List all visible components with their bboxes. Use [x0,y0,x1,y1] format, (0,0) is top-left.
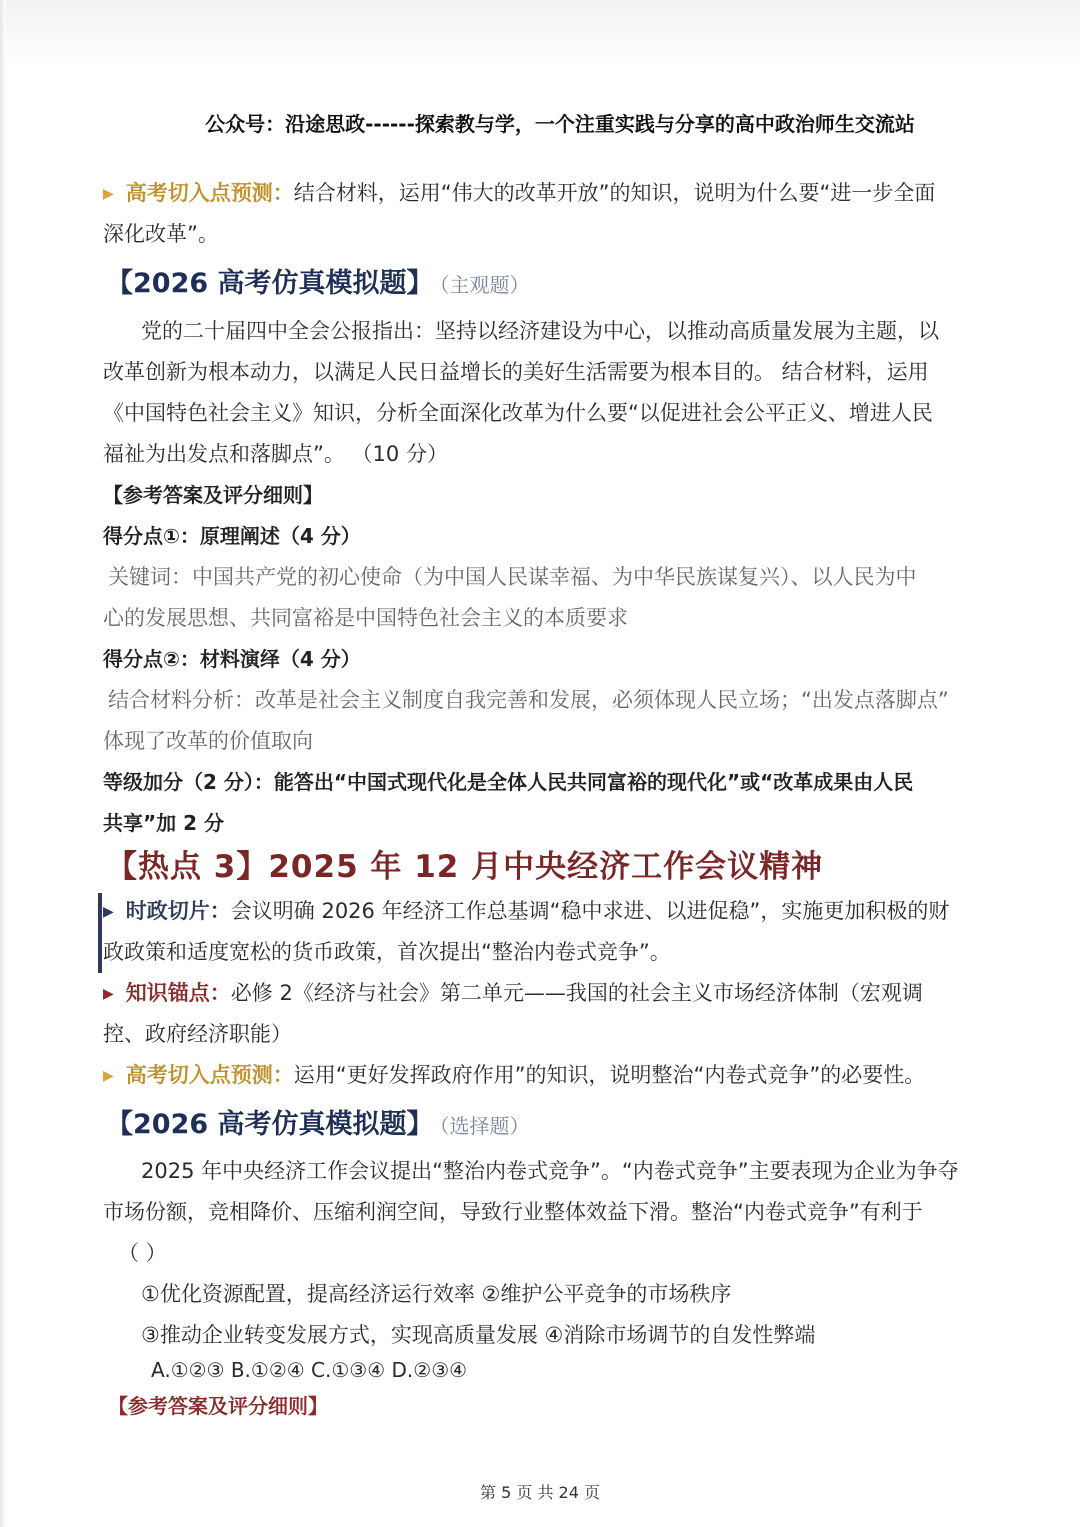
question-line: 市场份额，竞相降价、压缩利润空间，导致行业整体效益下滑。整治“内卷式竞争”有利于 [103,1200,923,1224]
question-line: 福祉为出发点和落脚点”。 （10 分） [103,442,448,466]
option-statements-2: ③推动企业转变发展方式，实现高质量发展 ④消除市场调节的自发性弊端 [141,1323,816,1347]
score-point-1-title: 得分点①：原理阐述（4 分） [103,524,361,548]
question-line: 2025 年中央经济工作会议提出“整治内卷式竞争”。“内卷式竞争”主要表现为企业为争夺 [141,1159,959,1183]
mock-title-subjective [106,266,530,303]
mock-title-choice [106,1107,530,1144]
mock-type: （选择题） [439,1114,530,1138]
anchor-line-1 [103,978,923,1009]
answer-heading: 【参考答案及评分细则】 [108,1394,328,1418]
question-line: 《中国特色社会主义》知识，分析全面深化改革为什么要“以促进社会公平正义、增进人民 [103,401,933,425]
slice-line-1 [103,896,949,927]
score-point-1-text: 心的发展思想、共同富裕是中国特色社会主义的本质要求 [103,606,628,630]
hot-topic-title: 【热点 3】2025 年 12 月中央经济工作会议精神 [106,849,824,885]
anchor-text: 必修 2《经济与社会》第二单元——我国的社会主义市场经济体制（宏观调 [230,981,923,1005]
score-point-1-text: 关键词：中国共产党的初心使命（为中国人民谋幸福、为中华民族谋复兴）、以人民为中 [108,565,917,589]
prediction-text: 运用“更好发挥政府作用”的知识，说明整治“内卷式竞争”的必要性。 [293,1063,926,1087]
answer-heading: 【参考答案及评分细则】 [103,483,323,507]
bonus-text: 共享”加 2 分 [103,811,224,835]
answer-choices: A.①②③ B.①②④ C.①③④ D.②③④ [151,1358,468,1382]
question-line: 党的二十届四中全会公报指出：坚持以经济建设为中心，以推动高质量发展为主题，以 [141,319,939,343]
triangle-bullet-icon: ▶ [103,1068,114,1084]
slice-text: 会议明确 2026 年经济工作总基调“稳中求进、以进促稳”，实施更加积极的财 [230,899,950,923]
slice-line-2: 政政策和适度宽松的货币政策，首次提出“整治内卷式竞争”。 [103,940,671,964]
prediction-line-1 [103,178,935,209]
prediction-line-2: 深化改革”。 [103,222,219,246]
score-point-2-title: 得分点②：材料演绎（4 分） [103,647,361,671]
option-statements-1: ①优化资源配置，提高经济运行效率 ②维护公平竞争的市场秩序 [141,1282,732,1306]
triangle-bullet-icon: ▶ [103,986,114,1002]
score-point-2-text: 体现了改革的价值取向 [103,729,313,753]
prediction-line-3 [103,1060,925,1091]
triangle-bullet-icon: ▶ [103,186,114,202]
answer-blank: （ ） [118,1241,167,1265]
slice-accent-bar [98,893,102,973]
question-line: 改革创新为根本动力，以满足人民日益增长的美好生活需要为根本目的。 结合材料，运用 [103,360,929,384]
slice-label: 时政切片： [125,899,231,923]
anchor-line-2: 控、政府经济职能） [103,1022,292,1046]
page-edge [0,0,6,1527]
bonus-text: 等级加分（2 分）：能答出“中国式现代化是全体人民共同富裕的现代化”或“改革成果由人民 [103,770,914,794]
mock-title: 【2026 高考仿真模拟题】 [106,268,434,299]
score-point-2-text: 结合材料分析：改革是社会主义制度自我完善和发展，必须体现人民立场；“出发点落脚点” [108,688,949,712]
page-number: 第 5 页 共 24 页 [480,1483,600,1502]
page-header: 公众号：沿途思政------探索教与学，一个注重实践与分享的高中政治师生交流站 [205,112,915,136]
prediction-label: 高考切入点预测： [125,1063,294,1087]
mock-type: （主观题） [439,273,530,297]
scan-shadow [0,0,1080,70]
prediction-label: 高考切入点预测： [125,181,294,205]
prediction-text: 结合材料，运用“伟大的改革开放”的知识，说明为什么要“进一步全面 [293,181,936,205]
mock-title: 【2026 高考仿真模拟题】 [106,1109,434,1140]
triangle-bullet-icon: ▶ [103,904,114,920]
anchor-label: 知识锚点： [125,981,231,1005]
